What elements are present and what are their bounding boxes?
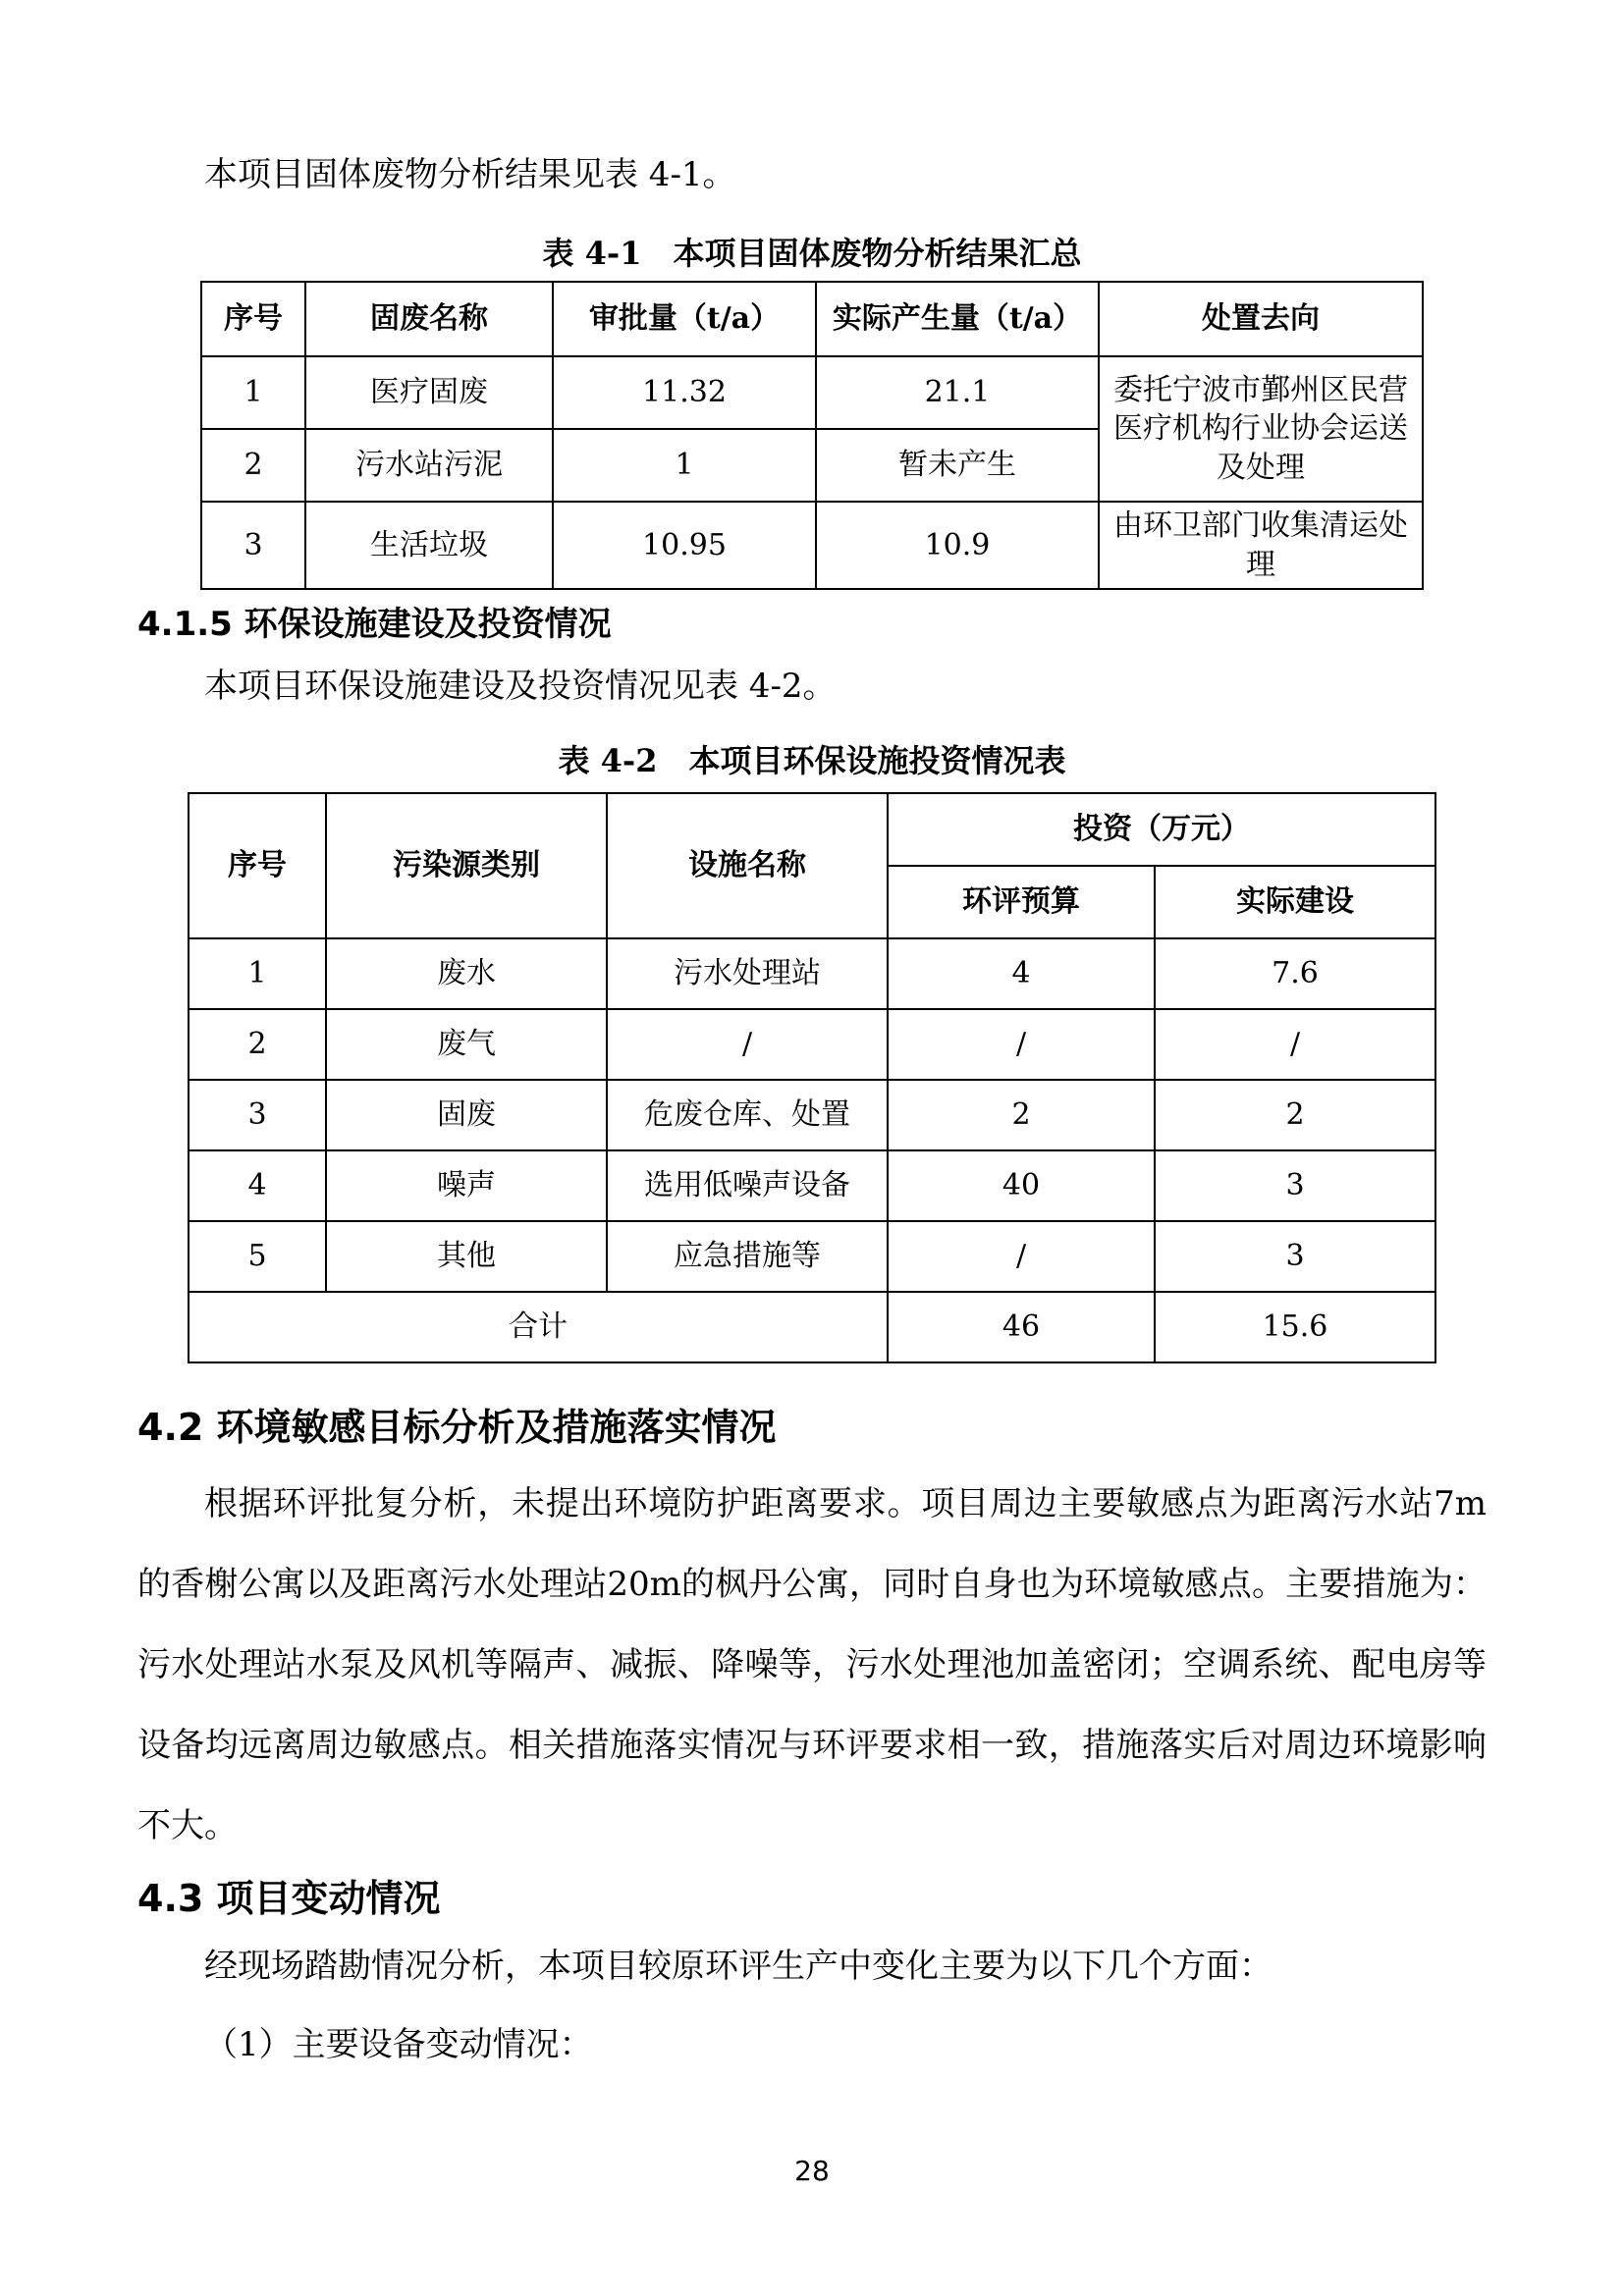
section-4-1-5-heading: 4.1.5 环保设施建设及投资情况 <box>137 605 612 645</box>
cell-budget: / <box>888 1009 1155 1080</box>
header-cell-investment: 投资（万元） <box>888 793 1435 866</box>
cell-no: 1 <box>201 356 305 429</box>
cell-source: 固废 <box>326 1080 607 1150</box>
cell-facility: 应急措施等 <box>607 1221 888 1292</box>
section-4-3-heading: 4.3 项目变动情况 <box>137 1877 441 1921</box>
table-row <box>201 502 1423 589</box>
header-cell-no: 序号 <box>201 282 305 356</box>
table-total-row <box>189 1292 1435 1362</box>
table-header-row <box>189 793 1435 866</box>
table-row <box>201 356 1423 429</box>
cell-built: 3 <box>1155 1150 1435 1221</box>
section-4-2-heading: 4.2 环境敏感目标分析及措施落实情况 <box>137 1406 777 1450</box>
cell-budget: / <box>888 1221 1155 1292</box>
table-row <box>189 938 1435 1009</box>
cell-no: 5 <box>189 1221 326 1292</box>
header-cell-facility: 设施名称 <box>607 793 888 938</box>
cell-no: 2 <box>189 1009 326 1080</box>
section-4-1-5-paragraph: 本项目环保设施建设及投资情况见表 4-2。 <box>204 667 837 707</box>
cell-no: 3 <box>189 1080 326 1150</box>
cell-facility: 污水处理站 <box>607 938 888 1009</box>
intro-paragraph: 本项目固体废物分析结果见表 4-1。 <box>204 155 736 194</box>
cell-source: 噪声 <box>326 1150 607 1221</box>
cell-approved: 1 <box>553 429 816 502</box>
cell-total-budget: 46 <box>888 1292 1155 1362</box>
cell-total-built: 15.6 <box>1155 1292 1435 1362</box>
cell-no: 1 <box>189 938 326 1009</box>
cell-budget: 40 <box>888 1150 1155 1221</box>
page-number: 28 <box>794 2155 830 2187</box>
cell-actual: 暂未产生 <box>816 429 1099 502</box>
cell-no: 3 <box>201 502 305 589</box>
cell-source: 废气 <box>326 1009 607 1080</box>
cell-facility: / <box>607 1009 888 1080</box>
cell-name: 生活垃圾 <box>305 502 553 589</box>
cell-actual: 21.1 <box>816 356 1099 429</box>
table-row <box>189 1150 1435 1221</box>
header-cell-approved: 审批量（t/a） <box>553 282 816 356</box>
header-cell-budget: 环评预算 <box>888 866 1155 938</box>
cell-approved: 11.32 <box>553 356 816 429</box>
cell-built: / <box>1155 1009 1435 1080</box>
cell-actual: 10.9 <box>816 502 1099 589</box>
table-4-1-solid-waste <box>200 281 1424 590</box>
cell-built: 3 <box>1155 1221 1435 1292</box>
cell-approved: 10.95 <box>553 502 816 589</box>
header-cell-disposal: 处置去向 <box>1099 282 1423 356</box>
cell-facility: 选用低噪声设备 <box>607 1150 888 1221</box>
header-cell-actual: 实际产生量（t/a） <box>816 282 1099 356</box>
cell-budget: 4 <box>888 938 1155 1009</box>
header-cell-no: 序号 <box>189 793 326 938</box>
table-4-1-title: 表 4-1 本项目固体废物分析结果汇总 <box>542 235 1082 272</box>
cell-facility: 危废仓库、处置 <box>607 1080 888 1150</box>
cell-disposal-merged: 委托宁波市鄞州区民营医疗机构行业协会运送及处理 <box>1099 356 1423 502</box>
cell-no: 4 <box>189 1150 326 1221</box>
cell-source: 废水 <box>326 938 607 1009</box>
section-4-2-paragraph: 根据环评批复分析，未提出环境防护距离要求。项目周边主要敏感点为距离污水站7m的香榭公寓以及距离污水处理站20m的枫丹公寓，同时自身也为环境敏感点。主要措施为：污水处理站水泵及风机等隔声、减振、降噪等，污水处理池加盖密闭；空调系统、配电房等设备均远离周边敏感点。相关措施落实情况与环评要求相一致，措施落实后对周边环境影响不大。 <box>137 1484 1487 1846</box>
table-row <box>189 1221 1435 1292</box>
cell-built: 7.6 <box>1155 938 1435 1009</box>
cell-source: 其他 <box>326 1221 607 1292</box>
table-row <box>189 1009 1435 1080</box>
section-4-3-item-1: （1）主要设备变动情况： <box>204 2025 593 2065</box>
cell-budget: 2 <box>888 1080 1155 1150</box>
cell-total-label: 合计 <box>189 1292 888 1362</box>
cell-name: 污水站污泥 <box>305 429 553 502</box>
cell-disposal: 由环卫部门收集清运处理 <box>1099 502 1423 589</box>
cell-built: 2 <box>1155 1080 1435 1150</box>
section-4-3-paragraph: 经现场踏勘情况分析，本项目较原环评生产中变化主要为以下几个方面： <box>204 1947 1272 1987</box>
cell-no: 2 <box>201 429 305 502</box>
table-row <box>189 1080 1435 1150</box>
table-4-2-title: 表 4-2 本项目环保设施投资情况表 <box>558 742 1066 780</box>
table-4-2-investment <box>188 792 1436 1363</box>
cell-name: 医疗固废 <box>305 356 553 429</box>
header-cell-source: 污染源类别 <box>326 793 607 938</box>
table-header-row <box>201 282 1423 356</box>
header-cell-name: 固废名称 <box>305 282 553 356</box>
header-cell-built: 实际建设 <box>1155 866 1435 938</box>
